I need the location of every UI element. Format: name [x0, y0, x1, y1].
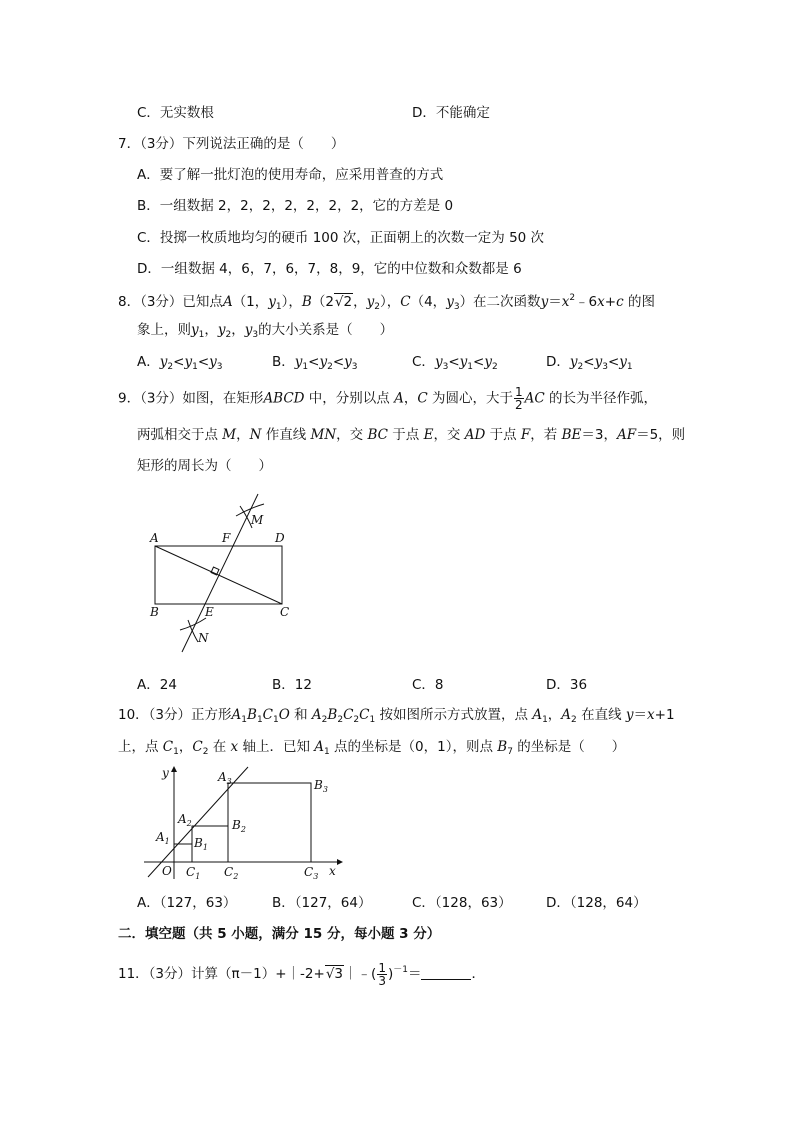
label-m: M: [251, 513, 264, 527]
label-e: E: [205, 605, 214, 619]
label-c: C: [280, 605, 290, 619]
q11-answer-blank[interactable]: [421, 965, 471, 980]
q7-option-b: B．一组数据 2，2，2，2，2，2，2，它的方差是 0: [137, 198, 454, 214]
right-angle-mark: [211, 567, 219, 575]
label-b3: $B_3$: [314, 778, 328, 794]
q9-stem-line1: 9．（3分）如图，在矩形ABCD 中，分别以点 A，C 为圆心，大于 $\frac{1}{2}$ AC 的长为半径作弧，: [118, 385, 658, 412]
q11-stem: 11．（3分）计算（π－1）+｜-2+√3｜﹣( $\frac{1}{3}$ )$^{-1}$＝ ．: [118, 960, 485, 988]
q10-option-a: A．（127，63）: [137, 895, 237, 911]
q7-stem: 7．（3分）下列说法正确的是（ ）: [118, 136, 345, 152]
q9-figure: [140, 490, 310, 655]
q6-option-c: C．无实数根: [137, 105, 214, 121]
label-a1: $A_1$: [156, 830, 170, 846]
q7-option-c: C．投掷一枚质地均匀的硬币 100 次，正面朝上的次数一定为 50 次: [137, 230, 545, 246]
label-a: A: [150, 531, 159, 545]
q10-stem-line1: 10．（3分）正方形$A_1B_1C_1O$ 和 $A_2B_2C_2C_1$ 按如图所示方式放置，点 $A_1$，$A_2$ 在直线 y＝x+1: [118, 707, 675, 725]
label-b: B: [150, 605, 159, 619]
label-y: y: [162, 766, 169, 780]
q10-figure: [140, 765, 350, 880]
q9-option-a: A．24: [137, 677, 177, 693]
q8-stem-line2: 象上，则$y_1$，$y_2$，$y_3$的大小关系是（ ）: [137, 322, 394, 340]
q10-stem-line2: 上，点 $C_1$，$C_2$ 在 x 轴上．已知 $A_1$ 点的坐标是（0，1），则点 $B_7$ 的坐标是（ ）: [118, 739, 626, 757]
q8-stem-line1: 8．（3分）已知点A（1，$y_1$），B（2√2，$y_2$），C（4，$y_3$）在二次函数$y=x^2﹣6x+c$ 的图: [118, 293, 655, 312]
label-a2: $A_2$: [178, 812, 192, 828]
q10-option-d: D．（128，64）: [546, 895, 647, 911]
label-x: x: [329, 864, 336, 878]
q8-option-a: A．$y_2<y_1<y_3$: [137, 354, 223, 372]
q7-option-a: A．要了解一批灯泡的使用寿命，应采用普查的方式: [137, 167, 444, 183]
q8-option-d: D．$y_2<y_3<y_1$: [546, 354, 633, 372]
label-b1: $B_1$: [194, 836, 208, 852]
q10-option-c: C．（128，63）: [412, 895, 512, 911]
label-b2: $B_2$: [232, 818, 246, 834]
q9-stem-line2: 两弧相交于点 M，N 作直线 MN，交 BC 于点 E，交 AD 于点 F，若 BE＝3，AF＝5，则: [137, 427, 686, 443]
q6-option-d: D．不能确定: [412, 105, 490, 121]
q9-option-d: D．36: [546, 677, 588, 693]
q8-option-b: B．$y_1<y_2<y_3$: [272, 354, 358, 372]
q9-option-b: B．12: [272, 677, 312, 693]
label-o: O: [162, 864, 172, 878]
q8-option-c: C．$y_3<y_1<y_2$: [412, 354, 498, 372]
label-c1: $C_1$: [186, 865, 201, 880]
q9-stem-line3: 矩形的周长为（ ）: [137, 458, 272, 474]
label-f: F: [222, 531, 231, 545]
q8-number: 8．（3分）已知点: [118, 294, 223, 310]
q9-option-c: C．8: [412, 677, 444, 693]
label-c2: $C_2$: [224, 865, 239, 880]
q8-line2-text: 象上，则: [137, 322, 191, 338]
section-2-title: 二．填空题（共 5 小题，满分 15 分，每小题 3 分）: [118, 926, 441, 942]
q10-option-b: B．（127，64）: [272, 895, 372, 911]
label-n: N: [198, 631, 209, 645]
label-c3: $C_3$: [304, 865, 319, 880]
label-a3: $A_3$: [218, 770, 232, 786]
square-1: [174, 844, 192, 862]
q7-option-d: D．一组数据 4，6，7，6，7，8，9，它的中位数和众数都是 6: [137, 261, 522, 277]
label-d: D: [275, 531, 285, 545]
